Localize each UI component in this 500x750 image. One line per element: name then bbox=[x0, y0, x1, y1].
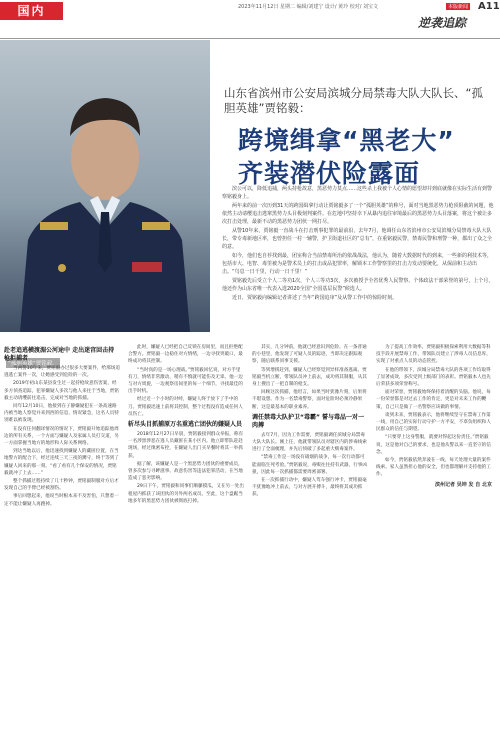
article-column bbox=[376, 344, 492, 489]
section-badge: 国内 bbox=[0, 2, 63, 20]
headline bbox=[238, 124, 498, 190]
body-paragraph: 29日下午，贾铭毅和同事们顺藤摸瓜，又在另一处出租屋内抓获了该团伙的另外两名成员。至此，这个盘踞当地多年的黑恶势力团伙被彻底打掉。 bbox=[128, 484, 244, 504]
headline-line-2: 齐装潜伏险露面 bbox=[238, 159, 421, 188]
body-paragraph: 到达当地以后，他迅速找到嫌疑人的藏匿位置，在当地警方的配合下，经过连续三天三夜的蹲守，终于等到了嫌疑人回来的那一刻。“看了看有几个保安的情况，贾铭毅就冲了上去……” bbox=[4, 449, 119, 476]
intro-paragraph: 贾铭毅先后受立个人二等功1次，个人三等功3次，多次被授予全省优秀人民警察、个体政法干部荣誉的第号，上个月，他还作为山东省唯一代表入选2020全国“全国基层民警”候选人。 bbox=[222, 278, 494, 292]
body-paragraph: “只要穿上这身警服，就要对得起这份责任。”贾铭毅说，这是他对自己的要求，也是他从警以来一直坚守的信念。 bbox=[376, 435, 491, 455]
byline: 滨州记者 吴坤 发 自 北京 bbox=[435, 481, 492, 488]
article-column bbox=[4, 344, 120, 509]
header-rule bbox=[0, 38, 500, 39]
subheading: 斩尽头目抓捕原万名重逃亡团伙的嫌疑人员 bbox=[128, 421, 243, 429]
body-paragraph: 经过近一个小时的对峙，嫌疑人终于放下了手中的刀。贾铭毅迅速上前将其控制，整个过程没有造成任何人员伤亡。 bbox=[128, 397, 243, 417]
intro-text bbox=[222, 185, 494, 303]
issue-meta: 2023年11月12日 星期二 编辑/刘建宁 设计/ 黄玲 校对/ 刘宝文 bbox=[238, 4, 379, 10]
deck: 山东省滨州市公安局滨城分局禁毒大队大队长、“孤胆英雄”贾铭毅： bbox=[224, 86, 483, 115]
headline-line-1: 跨境缉拿“黑老大” bbox=[238, 126, 455, 155]
body-paragraph: 在一次抓捕行动中，嫌疑人驾车强行冲卡，贾铭毅毫不犹豫地冲上前去，与对方展开搏斗，最终将其成功抓获。 bbox=[252, 478, 367, 498]
subheading: 调任禁毒大队护卫“毒霸” 誓与毒品一对一肉搏 bbox=[252, 413, 364, 429]
intro-paragraph: 近日，贾铭毅向编辑记者讲述了当年“跨国追审”及从警工作中的惊险时刻。 bbox=[232, 295, 398, 301]
subheading: 赴老追逃横渡湄公河途中 走出迷宫回击持枪拒捕者 bbox=[4, 347, 115, 362]
intro-paragraph: 如今，他们也自荐找到最，团室称合当前禁毒所治的依战战法，他认为，随着大数据时代的到来，一些新的利技术等，包括市大、电智、毒里被为是警术员上的打击或品犯罪率，解锁本工作警察里的打击力发动要统化，从保前和主动出击。“鸟息一日千里，行动一日千里！” bbox=[222, 253, 493, 275]
page-badge: 本版新闻 bbox=[448, 4, 469, 10]
officer-illustration bbox=[0, 40, 210, 332]
intro-paragraph: 滨公可以，降低追捕，两头持枪故意，黑恶势力莫点……这些杀上我被个人心情的愿望却并到底就像在实际生活有到警察铭毅身上。 bbox=[222, 186, 493, 200]
article-column bbox=[128, 344, 244, 506]
article-body bbox=[4, 344, 496, 748]
body-paragraph: 此时，嫌疑人已经把自己反锁在房间里，而且拒绝配合警方。贾铭毅一边稳住对方情绪，一边寻找突破口，最终成功将其控制。 bbox=[128, 345, 243, 365]
article-column bbox=[252, 344, 368, 500]
body-paragraph: 其实，几分钟前，他就已经意识到危险。在一条普通的小巷里，他发现了可疑人员的踪迹，当即决定跟踪观察，随后联系同事支援。 bbox=[252, 345, 367, 365]
intro-paragraph: 从警10年来，贾铭毅一直战斗在打击刑事犯罪的最前沿，去年7月，他调任山东省滨州市公安局滨城分局禁毒大队大队长，带专毒新地区率，也曾担任一村一辅警，护卫街道社区的“总有”，在重铭毅民警，禁毒民警和刑警一种，都出了众之全的意。 bbox=[222, 228, 493, 250]
body-paragraph: 面对荣誉，贾铭毅始终保持着清醒的头脑。他说，每一份荣誉都是对过去工作的肯定，更是对未来工作的鞭策，自己只是做了一名警察应该做的事情。 bbox=[376, 390, 491, 410]
body-paragraph: 谈到未来，贾铭毅表示，他将继续坚守在禁毒工作第一线，用自己的实际行动守护一方平安，不辜负组织和人民群众的信任与期望。 bbox=[376, 412, 491, 433]
body-paragraph: 去年7月，因为工作需要，贾铭毅调任滨城分局禁毒大队大队长。刚上任，他就带领队员对辖区内的涉毒线索进行了全面梳理，并先后侦破了多起重大贩毒案件。 bbox=[252, 432, 367, 453]
body-paragraph: 2018年12月27日早晨，贾铭毅接到群众举报，称有一名涉黑涉恶在逃人员藏匿在某小区内。他立即带队赶赴现场，经过缜密布控，在嫌疑人出门买早餐时将其一举抓获。 bbox=[128, 432, 244, 459]
page-number: A11 bbox=[478, 1, 500, 12]
body-paragraph: 回顾这次抓捕，他坦言，如果当时犹豫片刻，后果将不堪设想。作为一名禁毒警察，面对危险时必须冷静果断，这是最基本的职业素养。 bbox=[252, 390, 367, 410]
body-paragraph: 在他的带领下，滨城分局禁毒大队的各项工作均取得了显著成效，多次受到上级部门的表彰。贾铭毅本人也先后荣获多项荣誉称号。 bbox=[376, 367, 491, 388]
body-paragraph: 据了解，该嫌疑人是一个黑恶势力团伙的重要成员，曾多次参与寻衅滋事、故意伤害等违法犯罪活动，在当地造成了恶劣影响。 bbox=[128, 461, 243, 482]
body-paragraph: 当两警10年来，贾铭毅办过很多大要案件，给那场追逃逃亡案件一次，让她感受到危险的一次。 bbox=[4, 366, 120, 379]
body-paragraph: 在没有任何翻译情况的情况下，贾铭毅开始追踪他周边的所有关系，一个方面与嫌疑人及家属人员打交道，另一方面掌握当地方的地形和人际关系网络。 bbox=[4, 426, 119, 447]
body-paragraph: 2019年初山东某县发生过一起持枪故意伤害案，经多方侦查追踪，犯罪嫌疑人多次与他人来往于当地，贾铭毅主动请缨前往追击，完成对当地的抓捕。 bbox=[4, 381, 119, 401]
body-paragraph: 等到增援赶到，嫌疑人已经察觉到异样准备逃离。贾铭毅当机立断，带领队员冲上前去，成功将其制服，从其身上搜出了一把自制的枪支。 bbox=[252, 367, 367, 388]
body-paragraph: 事后回想起来，他说当时根本来不及害怕，只想着一定不能让嫌疑人再跑掉。 bbox=[4, 494, 119, 507]
photo-caption: “孤胆英雄”贾铭毅。 bbox=[6, 358, 60, 368]
body-paragraph: 整个抓捕过程持续了几十秒钟，贾铭毅制服对方后才发现自己的手臂已经被割伤。 bbox=[4, 479, 119, 492]
intro-paragraph: 两年来的前一次历到31天的跨国缉拿行动让贾铭毅多了一个“孤胆英雄”的称号，面对当地黑恶势力枪顶阻截的问题，他依然主动请缨追击逃窜黑势力头目极刻判案件。在危地中坚持幸下从暴内追往审境最后的黑恶势力头目落案，将这个被让多次打击处理，最新不动的黑恶势力团伙一网打尽。 bbox=[222, 203, 494, 225]
body-paragraph: “禁毒工作是一场没有硝烟的战争，每一次行动都可能面临生死考验。”贾铭毅说，毒贩往往持有武器，行事凶狠，因此每一次抓捕都需要周密部署。 bbox=[252, 455, 367, 475]
body-paragraph: 如今，贾铭毅依然奔波在一线，每天处理大量的案件线索。家人虽然担心他的安全，但也都理解并支持他的工作。 bbox=[376, 458, 491, 478]
body-paragraph: “当时真的是一场心理战。”贾铭毅回忆说，对方手里有刀，情绪非常激动，稍有不慎就可能伤及无辜。他一边与对方周旋，一边观察房间里的每一个细节，寻找最佳的出手时机。 bbox=[128, 367, 243, 395]
column-name: 逆袭追踪 bbox=[418, 16, 467, 30]
body-paragraph: 为了提高工作效率，贾铭毅积极探索利用大数据等科技手段开展禁毒工作，带领队员建立了涉毒人员信息库，实现了对重点人员的动态管控。 bbox=[376, 345, 491, 365]
body-paragraph: 同年12月10日，他接到在子静嫌疑犯在一条高速路内被当地人察觉并来到西的信息，情况紧急，这名人员特别难以被发现。 bbox=[4, 404, 119, 424]
